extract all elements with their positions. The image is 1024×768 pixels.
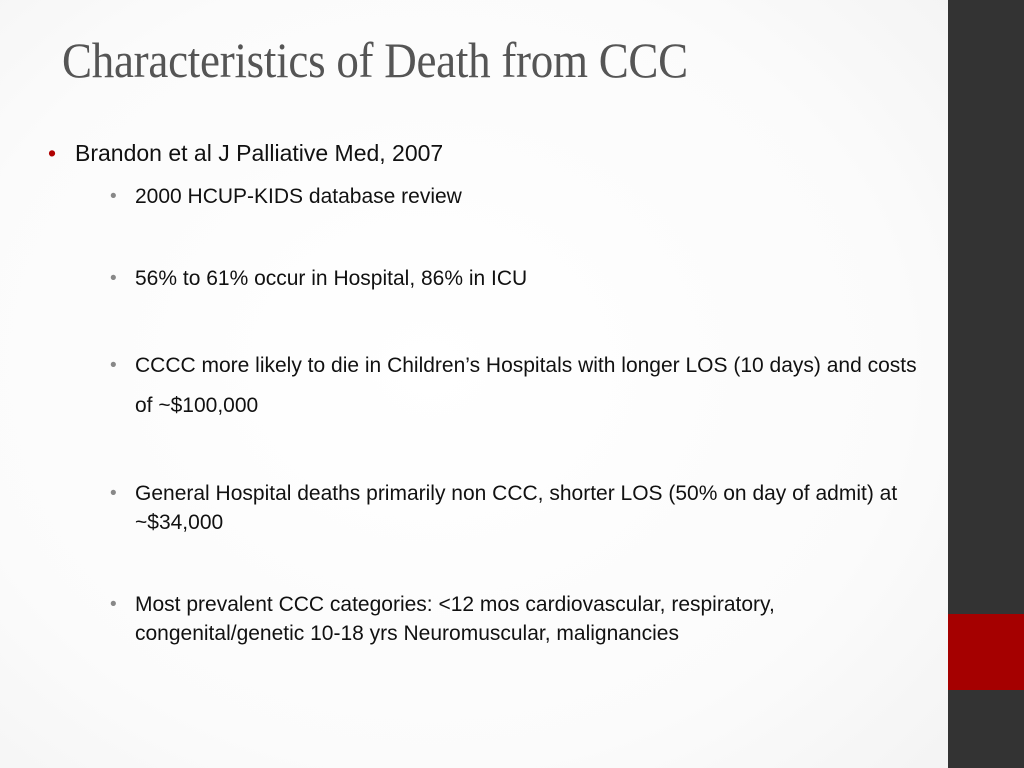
bullet-item [48,136,938,648]
side-accent-block [948,614,1024,690]
sub-bullet-text: General Hospital deaths primarily non CCC, shorter LOS (50% on day of admit) at ~$34,000 [135,482,898,534]
bullet-text: Brandon et al J Palliative Med, 2007 [75,140,444,166]
sub-bullet-dot-icon: • [110,594,117,615]
sub-bullet-item [108,346,938,426]
sub-bullet-item [108,479,938,537]
bullet-dot-icon: • [48,140,57,166]
sub-bullet-list [75,182,938,648]
sub-bullet-dot-icon: • [110,355,117,376]
sub-bullet-dot-icon: • [110,186,117,207]
bullet-list [48,136,938,648]
sub-bullet-text: 56% to 61% occur in Hospital, 86% in ICU [135,267,528,290]
sub-bullet-item [108,264,938,293]
sub-bullet-text: CCCC more likely to die in Children’s Hospitals with longer LOS (10 days) and costs of ~$100,000 [135,354,917,417]
sub-bullet-text: Most prevalent CCC categories: <12 mos cardiovascular, respiratory, congenital/genetic 10-18 yrs Neuromuscular, malignancies [135,593,775,645]
sub-bullet-dot-icon: • [110,268,117,289]
sub-bullet-text: 2000 HCUP-KIDS database review [135,185,462,208]
slide-title: Characteristics of Death from CCC [62,32,688,88]
sub-bullet-item [108,182,938,211]
sub-bullet-item [108,590,938,648]
sub-bullet-dot-icon: • [110,483,117,504]
